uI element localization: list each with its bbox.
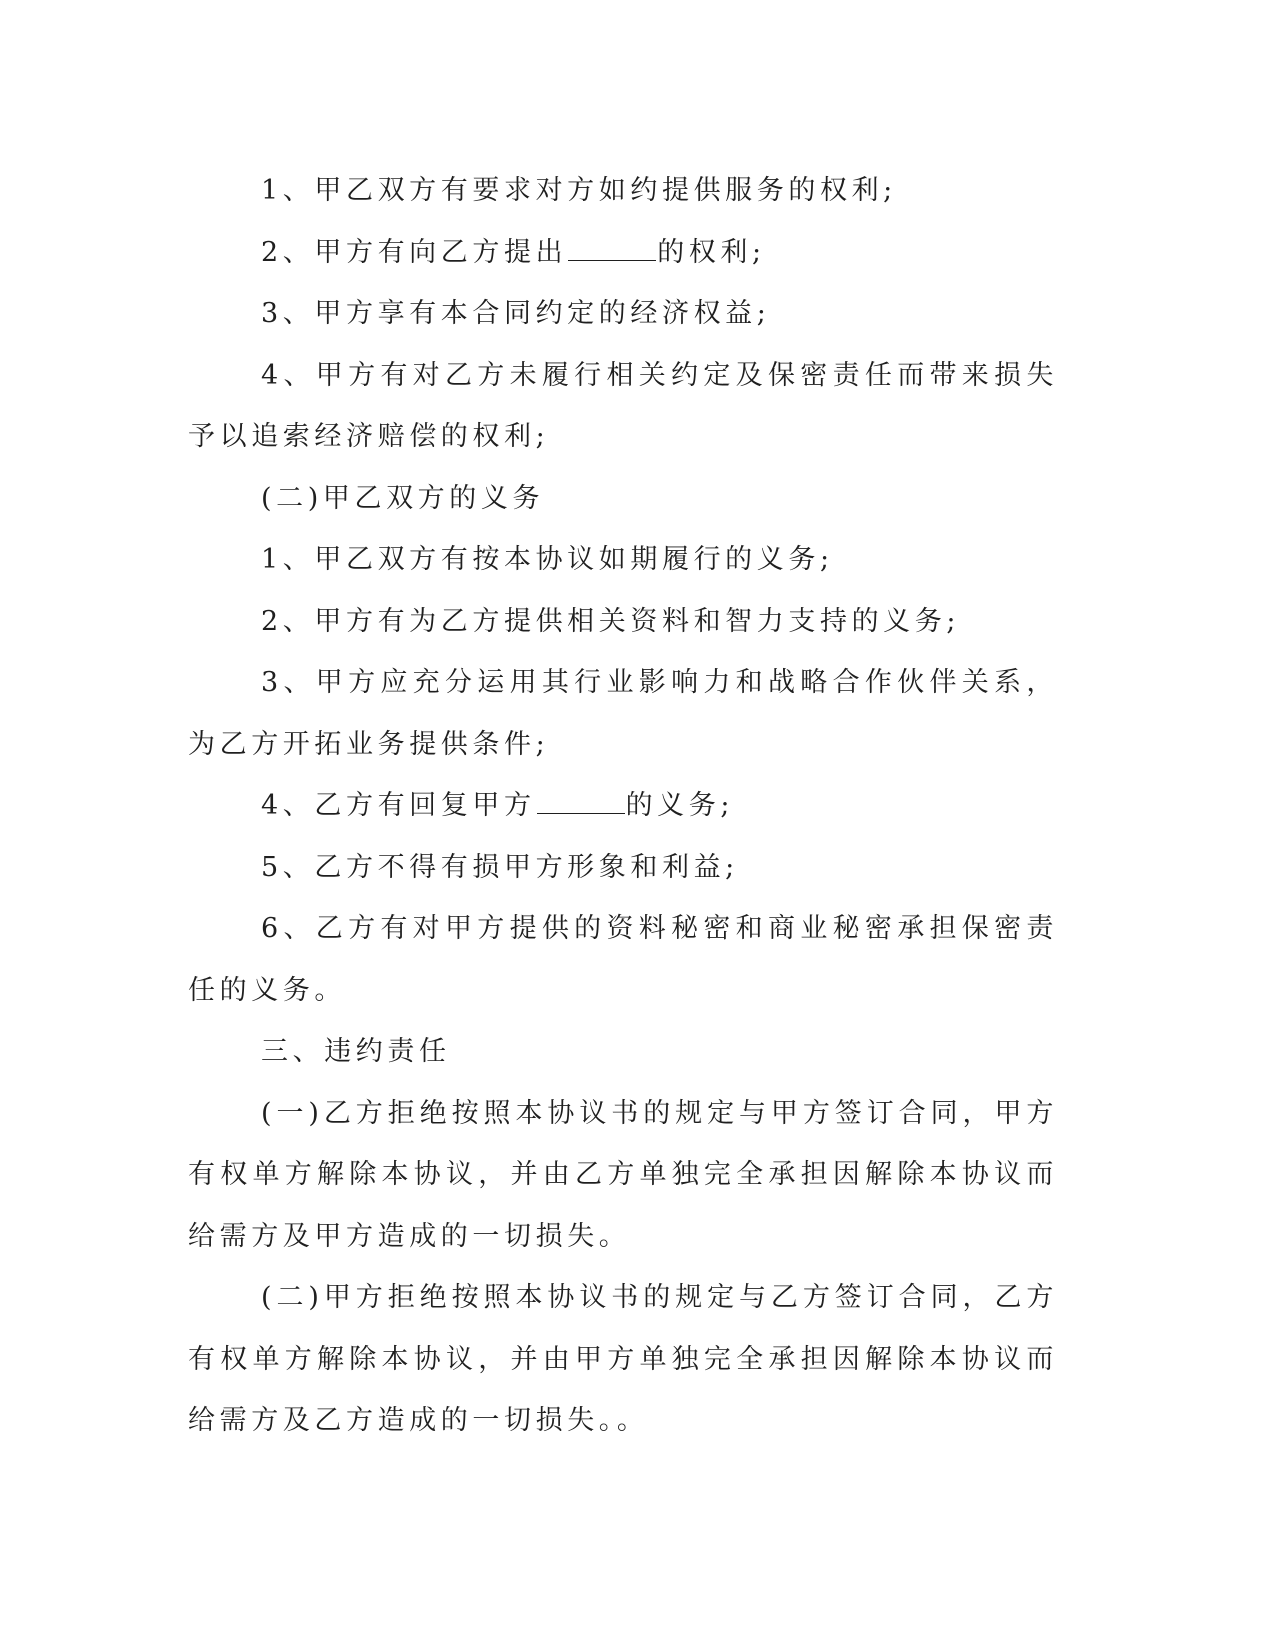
paragraph-obligation-4	[188, 775, 1058, 837]
paragraph-right-4: 4、甲方有对乙方未履行相关约定及保密责任而带来损失予以追索经济赔偿的权利;	[188, 359, 1058, 452]
fill-in-blank-line	[568, 238, 656, 261]
paragraph-text-before-blank: 4、乙方有回复甲方	[261, 790, 536, 821]
section-heading-liability: 三、违约责任	[261, 1036, 451, 1067]
paragraph-obligation-6: 6、乙方有对甲方提供的资料秘密和商业秘密承担保密责任的义务。	[188, 913, 1058, 1006]
paragraph-right-1: 1、甲乙双方有要求对方如约提供服务的权利;	[261, 175, 897, 206]
paragraph-obligation-2: 2、甲方有为乙方提供相关资料和智力支持的义务;	[261, 605, 961, 637]
paragraph-text-before-blank: 2、甲方有向乙方提出	[261, 236, 568, 268]
fill-in-blank-line	[537, 791, 625, 814]
paragraph-text-after-blank: 的义务;	[625, 790, 735, 821]
paragraph-obligation-1: 1、甲乙双方有按本协议如期履行的义务;	[261, 544, 834, 575]
paragraph-liability-1: (一)乙方拒绝按照本协议书的规定与甲方签订合同，甲方有权单方解除本协议，并由乙方单独完全承担因解除本协议而给需方及甲方造成的一切损失。	[188, 1097, 1058, 1252]
paragraph-liability-2: (二)甲方拒绝按照本协议书的规定与乙方签订合同，乙方有权单方解除本协议，并由甲方单独完全承担因解除本协议而给需方及乙方造成的一切损失。。	[188, 1282, 1058, 1436]
paragraph-obligation-3: 3、甲方应充分运用其行业影响力和战略合作伙伴关系，为乙方开拓业务提供条件;	[188, 667, 1058, 760]
document-body	[188, 160, 1058, 1452]
paragraph-right-2	[188, 222, 1058, 284]
paragraph-right-3: 3、甲方享有本合同约定的经济权益;	[261, 298, 771, 329]
paragraph-obligation-5: 5、乙方不得有损甲方形象和利益;	[261, 851, 739, 883]
paragraph-text-after-blank: 的权利;	[657, 236, 766, 268]
section-heading-obligations: (二)甲乙双方的义务	[261, 482, 545, 514]
